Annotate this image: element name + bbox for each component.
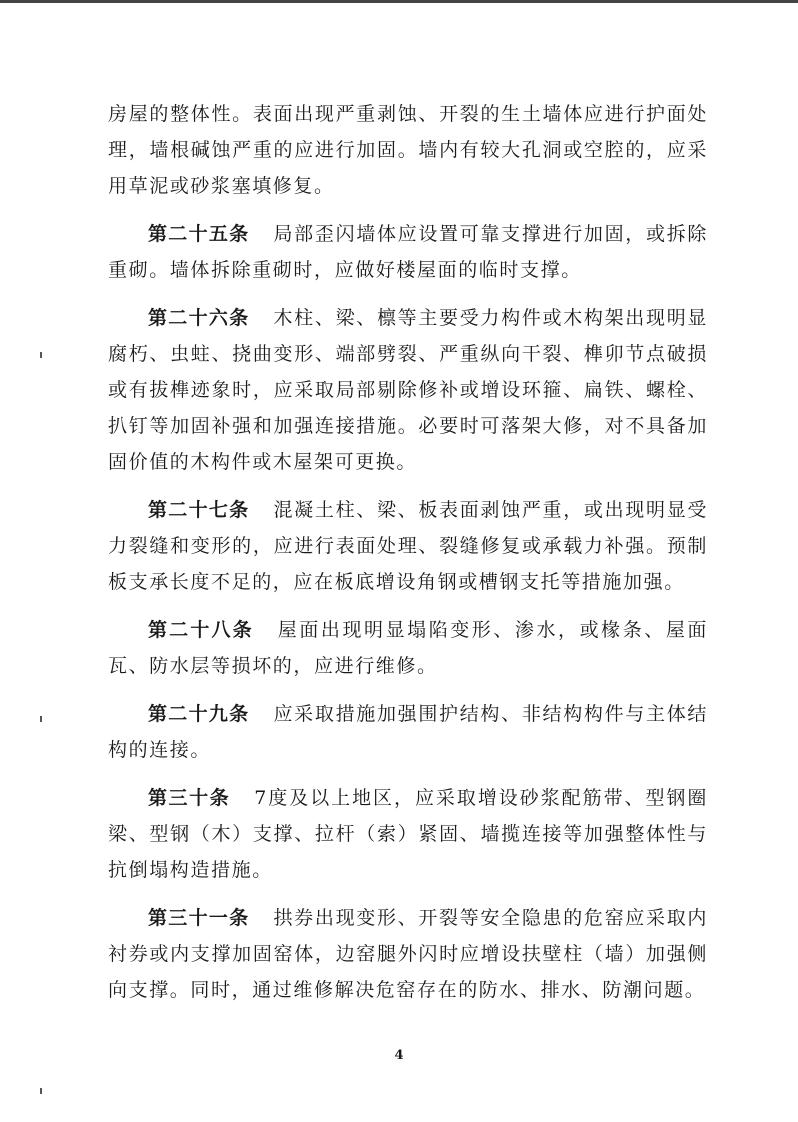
article-heading: 第二十八条	[148, 619, 254, 641]
scan-artifact	[40, 352, 42, 358]
document-body	[108, 96, 708, 1020]
article-heading: 第二十七条	[148, 499, 250, 521]
article-heading: 第二十九条	[148, 703, 250, 725]
article-text: 局部歪闪墙体应设置可靠支撑进行加固，或拆除重砌。墙体拆除重砌时，应做好楼屋面的临时支撑。	[108, 223, 708, 281]
article-text: 木柱、梁、檩等主要受力构件或木构架出现明显腐朽、虫蛀、挠曲变形、端部劈裂、严重纵向干裂、榫卯节点破损或有拔榫迹象时，应采取局部剔除修补或增设环箍、扁铁、螺栓、扒钉等加固补强和加强连接措施。必要时可落架大修，对不具备加固价值的木构件或木屋架可更换。	[108, 307, 708, 473]
article-26	[108, 300, 708, 480]
paragraph-text: 房屋的整体性。表面出现严重剥蚀、开裂的生土墙体应进行护面处理，墙根碱蚀严重的应进行加固。墙内有较大孔洞或空腔的，应采用草泥或砂浆塞填修复。	[108, 103, 708, 197]
article-heading: 第三十条	[148, 787, 231, 809]
article-heading: 第二十六条	[148, 307, 250, 329]
article-text: 混凝土柱、梁、板表面剥蚀严重，或出现明显受力裂缝和变形的，应进行表面处理、裂缝修复或承载力补强。预制板支承长度不足的，应在板底增设角钢或槽钢支托等措施加强。	[108, 499, 708, 593]
scan-artifact	[40, 1088, 42, 1094]
article-27	[108, 492, 708, 600]
article-text: 应采取措施加强围护结构、非结构构件与主体结构的连接。	[108, 703, 708, 761]
article-30	[108, 780, 708, 888]
paragraph-continued	[108, 96, 708, 204]
article-25	[108, 216, 708, 288]
article-29	[108, 696, 708, 768]
article-28	[108, 612, 708, 684]
page-number: 4	[394, 1048, 404, 1063]
article-31	[108, 900, 708, 1008]
article-heading: 第三十一条	[148, 907, 250, 929]
article-text: 拱券出现变形、开裂等安全隐患的危窑应采取内衬券或内支撑加固窑体，边窑腿外闪时应增设扶壁柱（墙）加强侧向支撑。同时，通过维修解决危窑存在的防水、排水、防潮问题。	[108, 907, 708, 1001]
scan-artifact	[40, 716, 42, 722]
scan-top-edge	[0, 0, 798, 3]
article-text: 7度及以上地区，应采取增设砂浆配筋带、型钢圈梁、型钢（木）支撑、拉杆（索）紧固、墙揽连接等加强整体性与抗倒塌构造措施。	[108, 787, 708, 881]
article-heading: 第二十五条	[148, 223, 250, 245]
article-text: 屋面出现明显塌陷变形、渗水，或椽条、屋面瓦、防水层等损坏的，应进行维修。	[108, 619, 708, 677]
